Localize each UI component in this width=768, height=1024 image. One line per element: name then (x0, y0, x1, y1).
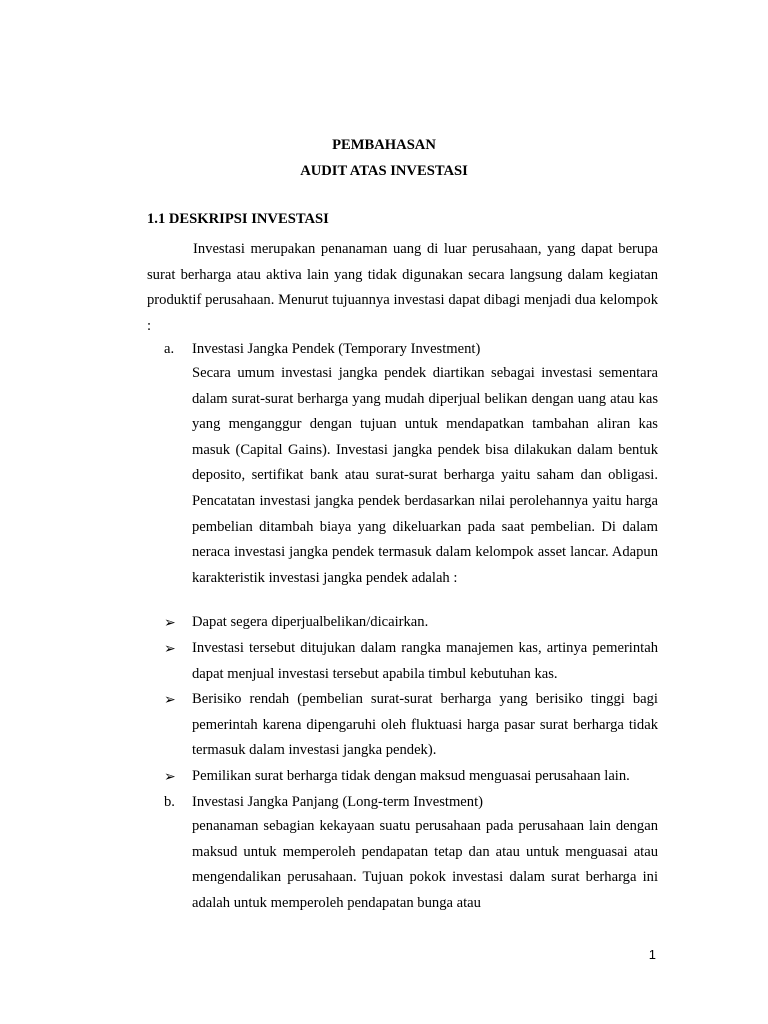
item-b-body: penanaman sebagian kekayaan suatu perusahaan pada perusahaan lain dengan maksud untuk memperoleh pendapatan tetap dan atau untuk menguasai atau mengendalikan perusahaan. Tujuan pokok investasi dalam surat berharga ini adalah untuk memperoleh pendapatan bunga atau (192, 818, 658, 911)
bullet-item: Berisiko rendah (pembelian surat-surat berharga yang berisiko tinggi bagi pemerintah karena dipengaruhi oleh fluktuasi harga pasar surat berharga tidak termasuk dalam investasi jangka pendek). (192, 691, 658, 759)
bullet-item: Dapat segera diperjualbelikan/dicairkan. (192, 614, 429, 630)
bullet-item: Pemilikan surat berharga tidak dengan maksud menguasai perusahaan lain. (192, 768, 630, 784)
arrow-bullet-icon: ➢ (164, 693, 176, 708)
intro-paragraph: Investasi merupakan penanaman uang di luar perusahaan, yang dapat berupa surat berharga atau aktiva lain yang tidak digunakan secara langsung dalam kegiatan produktif perusahaan. Menurut tujuannya investasi dapat dibagi menjadi dua kelompok : (147, 241, 658, 334)
arrow-bullet-icon: ➢ (164, 616, 176, 631)
item-a-heading: Investasi Jangka Pendek (Temporary Investment) (192, 341, 481, 357)
arrow-bullet-icon: ➢ (164, 770, 176, 785)
item-a-marker: a. (164, 341, 175, 357)
arrow-bullet-icon: ➢ (164, 642, 176, 657)
document-subtitle: AUDIT ATAS INVESTASI (300, 163, 468, 179)
item-b-heading: Investasi Jangka Panjang (Long-term Investment) (192, 794, 483, 810)
item-b-marker: b. (164, 794, 175, 810)
page-number: 1 (648, 947, 656, 962)
section-heading: 1.1 DESKRIPSI INVESTASI (147, 211, 329, 227)
item-a-body: Secara umum investasi jangka pendek diartikan sebagai investasi sementara dalam surat-surat berharga yang mudah diperjual belikan dengan uang atau kas yang menganggur dengan tujuan untuk mendapatkan tambahan aliran kas masuk (Capital Gains). Investasi jangka pendek bisa dilakukan dalam bentuk deposito, sertifikat bank atau surat-surat berharga yaitu saham dan obligasi. Pencatatan investasi jangka pendek berdasarkan nilai perolehannya yaitu harga pembelian ditambah biaya yang dikeluarkan pada saat pembelian. Di dalam neraca investasi jangka pendek termasuk dalam kelompok asset lancar. Adapun karakteristik investasi jangka pendek adalah : (192, 365, 658, 586)
bullet-item: Investasi tersebut ditujukan dalam rangka manajemen kas, artinya pemerintah dapat menjual investasi tersebut apabila timbul kebutuhan kas. (192, 640, 658, 682)
document-title: PEMBAHASAN (332, 137, 436, 153)
